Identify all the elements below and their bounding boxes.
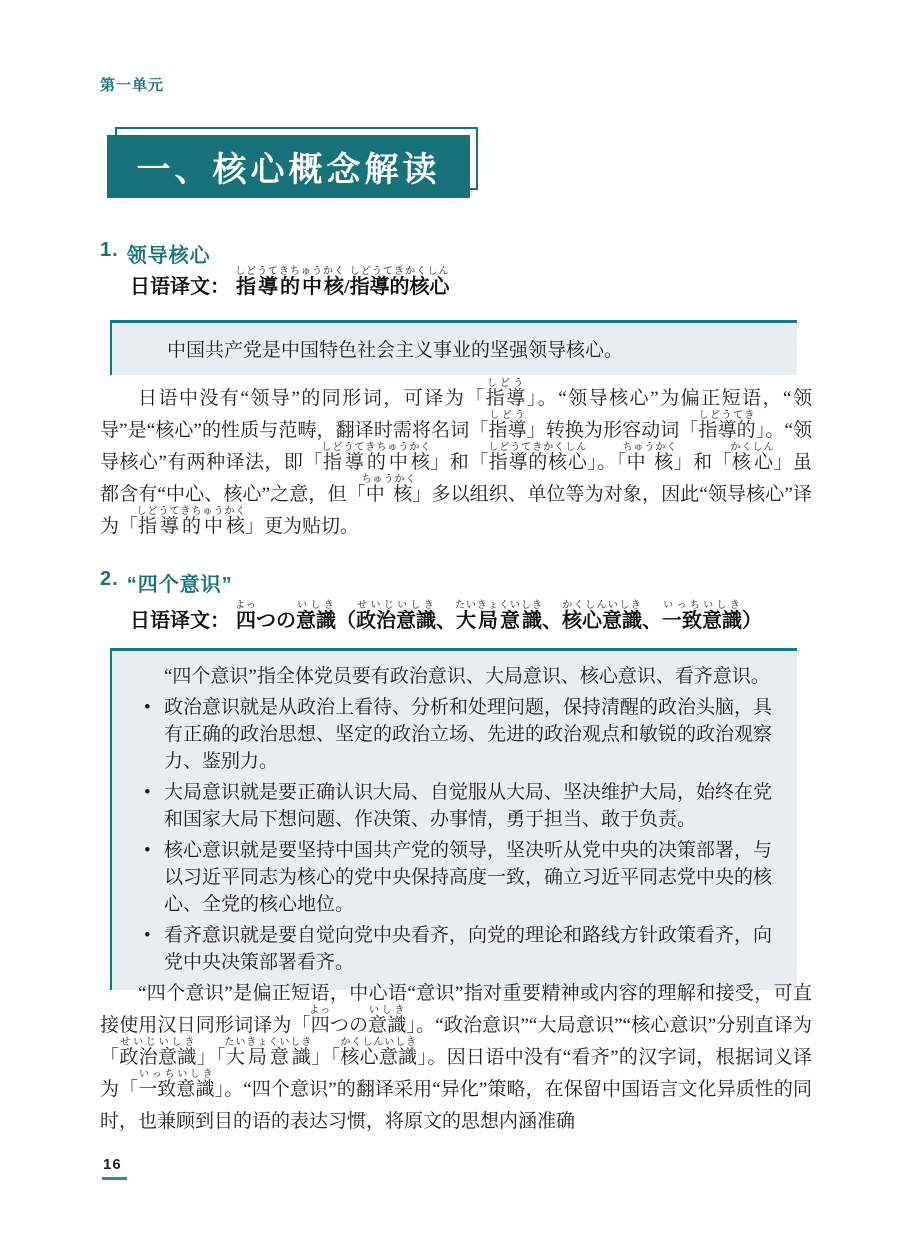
bullet-item-political: • 政治意识就是从政治上看待、分析和处理问题，保持清醒的政治头脑，具有正确的政治思想、坚定的政治立场、先进的政治观点和敏锐的政治观察力、鉴别力。 — [134, 694, 779, 775]
quote-text: 中国共产党是中国特色社会主义事业的坚强领导核心。 — [167, 340, 624, 361]
unit-label: 第一单元 — [100, 77, 165, 94]
chapter-title: 一、核心概念解读 — [107, 135, 470, 198]
section-2-japanese-translation — [130, 600, 810, 633]
translation-label: 日语译文： — [130, 610, 230, 632]
section-1-title: 领导核心 — [126, 245, 211, 267]
box-intro-text: “四个意识”指全体党员要有政治意识、大局意识、核心意识、看齐意识。 — [164, 666, 770, 687]
bullet-item-alignment: • 看齐意识就是要自觉向党中央看齐，向党的理论和路线方针政策看齐，向党中央决策部署看齐。 — [134, 922, 779, 976]
section-1-explanation-paragraph: 日语中没有“领导”的同形词，可译为「指導しどう」。“领导核心”为偏正短语，“领导”是“核心”的性质与范畴，翻译时需将名词「指導しどう」转换为形容动词「指導的しどうてき」。“领导核心”有两种译法，即「指導的中核しどうてきちゅうかく」和「指導的核心しどうてきかくしん」。「中核ちゅうかく」和「核心かくしん」虽都含有“中心、核心”之意，但「中核ちゅうかく」多以组织、单位等为对象，因此“领导核心”译为「指導的中核しどうてきちゅうかく」更为贴切。 — [100, 378, 812, 537]
page-number: 16 — [102, 1156, 127, 1180]
highlight-box-leadership-core — [110, 320, 797, 375]
bullet-item-overall: • 大局意识就是要正确认识大局、自觉服从大局、坚决维护大局，始终在党和国家大局下想问题、作决策、办事情，勇于担当、敢于负责。 — [134, 779, 779, 833]
bullet-item-core: • 核心意识就是要坚持中国共产党的领导，坚决听从党中央的决策部署，与以习近平同志为核心的党中央保持高度一致，确立习近平同志党中央的核心、全党的核心地位。 — [134, 837, 779, 918]
chapter-title-banner — [107, 135, 470, 198]
section-2-title: “四个意识” — [126, 574, 233, 596]
section-2-number: 2. — [100, 568, 119, 590]
section-2-explanation-paragraph: “四个意识”是偏正短语，中心语“意识”指对重要精神或内容的理解和接受，可直接使用汉日同形词译为「四よっつの意識いしき」。“政治意识”“大局意识”“核心意识”分别直译为「政治意識せいじいしき」「大局意識たいきょくいしき」「核心意識かくしんいしき」。因日语中没有“看齐”的汉字词，根据词义译为「一致意識いっちいしき」。“四个意识”的翻译采用“异化”策略，在保留中国语言文化异质性的同时，也兼顾到目的语的表达习惯，将原文的思想内涵准确 — [100, 983, 812, 1132]
bullet-list — [134, 694, 779, 976]
section-2-heading — [100, 568, 233, 597]
section-1-heading — [100, 239, 211, 268]
section-1-number: 1. — [100, 239, 119, 261]
section-1-japanese-translation — [130, 266, 810, 299]
highlight-box-four-consciousnesses — [110, 648, 797, 990]
translation-text-with-furigana: 指導的中核しどうてきちゅうかく/指導的核心しどうてきかくしん — [235, 266, 450, 298]
translation-label: 日语译文： — [130, 276, 230, 298]
translation-text-with-furigana: 四よっつの意識いしき（政治意識せいじいしき、大局意識たいきょくいしき、核心意識かくしんいしき、一致意識いっちいしき） — [235, 600, 762, 632]
